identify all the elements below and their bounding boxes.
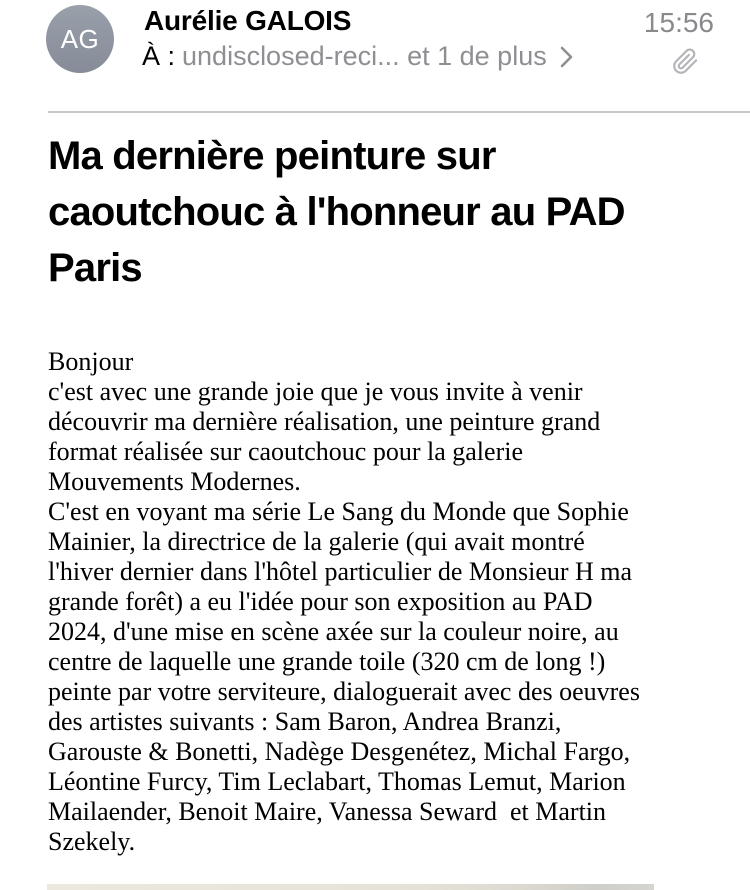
paperclip-icon	[672, 48, 699, 75]
chevron-right-icon[interactable]	[559, 44, 574, 70]
header-divider	[48, 111, 750, 113]
avatar[interactable]	[46, 5, 114, 73]
subject-title	[48, 128, 625, 296]
timestamp: 15:56	[643, 7, 714, 38]
avatar-initials: AG	[60, 23, 100, 54]
body-line: découvrir ma dernière réalisation, une peinture grand	[48, 407, 601, 436]
body-line: format réalisée sur caoutchouc pour la galerie	[48, 437, 523, 466]
body-line: Léontine Furcy, Tim Leclabart, Thomas Lemut, Marion	[48, 767, 626, 796]
body-line: centre de laquelle une grande toile (320 cm de long !)	[48, 647, 606, 676]
recipient-prefix: À :	[142, 41, 176, 71]
body-line: c'est avec une grande joie que je vous invite à venir	[48, 377, 583, 406]
body-line: Szekely.	[48, 827, 136, 856]
recipient-text: undisclosed-reci... et 1 de plus	[182, 41, 547, 71]
body-line: Garouste & Bonetti, Nadège Desgenétez, Michal Fargo,	[48, 737, 631, 766]
body-line: l'hiver dernier dans l'hôtel particulier de Monsieur H ma	[48, 557, 633, 586]
sender-name[interactable]: Aurélie GALOIS	[144, 5, 352, 36]
body-line: grande forêt) a eu l'idée pour son exposition au PAD	[48, 587, 593, 616]
recipient-line[interactable]	[142, 41, 574, 72]
message-body	[48, 347, 640, 857]
subject-line: caoutchouc à l'honneur au PAD	[48, 190, 625, 234]
attachment-image-preview[interactable]	[47, 884, 654, 890]
body-line: Mainier, la directrice de la galerie (qui avait montré	[48, 527, 585, 556]
subject-line: Ma dernière peinture sur	[48, 134, 496, 178]
body-line: Mailaender, Benoit Maire, Vanessa Seward et Martin	[48, 797, 607, 826]
body-line: Bonjour	[48, 347, 134, 376]
body-line: C'est en voyant ma série Le Sang du Monde que Sophie	[48, 497, 629, 526]
body-line: peinte par votre serviteure, dialoguerait avec des oeuvres	[48, 677, 640, 706]
subject-line: Paris	[48, 246, 142, 290]
body-line: Mouvements Modernes.	[48, 467, 301, 496]
body-line: des artistes suivants : Sam Baron, Andrea Branzi,	[48, 707, 562, 736]
body-line: 2024, d'une mise en scène axée sur la couleur noire, au	[48, 617, 619, 646]
